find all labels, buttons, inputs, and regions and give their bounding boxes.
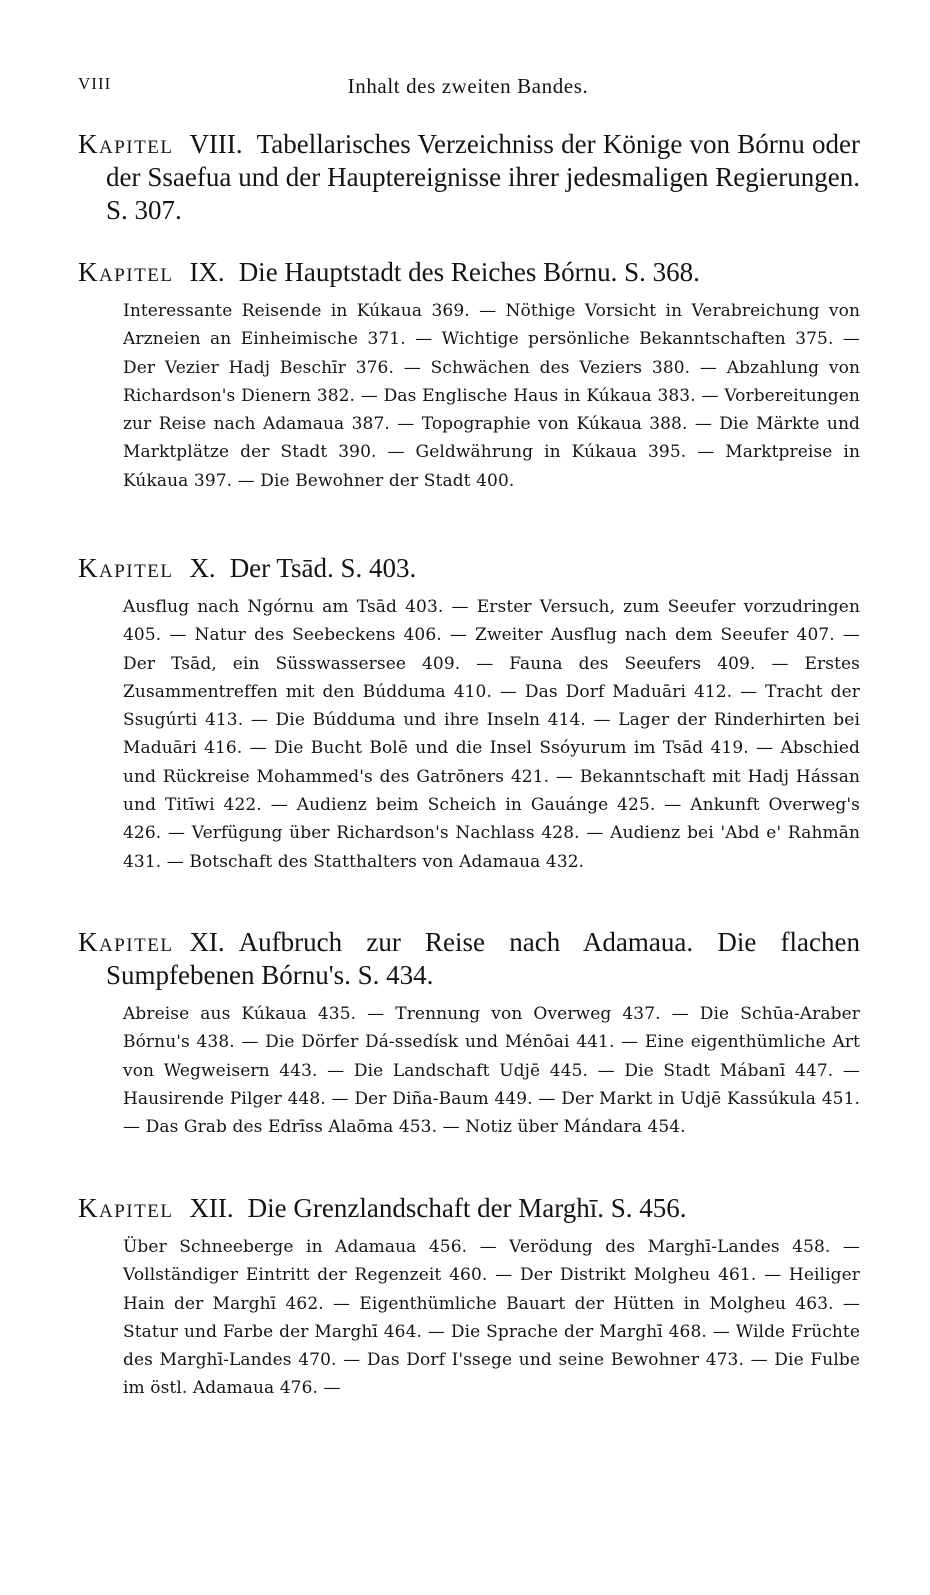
chapter-heading — [78, 128, 860, 227]
chapter-title: Der Tsād. S. 403. — [229, 553, 417, 583]
chapter-ix — [78, 256, 860, 495]
chapter-summary: Ausflug nach Ngórnu am Tsād 403. — Erster Versuch, zum Seeufer vorzudringen 405. — Natur des Seebeckens 406. — Zweiter Ausflug nach dem Seeufer 407. — Der Tsād, ein Süsswassersee 409. — Fauna des Seeufers 409. — Erstes Zusammentreffen mit den Búdduma 410. — Das Dorf Maduāri 412. — Tracht der Ssugúrti 413. — Die Búdduma und ihre Inseln 414. — Lager der Rinderhirten bei Maduāri 416. — Die Bucht Bolē und die Insel Ssóyurum im Tsād 419. — Abschied und Rückreise Mohammed's des Gatrōners 421. — Bekanntschaft mit Hadj Hássan und Titīwi 422. — Audienz beim Scheich in Gauánge 425. — Ankunft Overweg's 426. — Verfügung über Richardson's Nachlass 428. — Audienz bei 'Abd e' Rahmān 431. — Botschaft des Statthalters von Adamaua 432. — [123, 597, 860, 872]
chapter-heading — [78, 552, 860, 585]
chapter-label: Kapitel — [78, 553, 174, 583]
page-number: VIII — [78, 74, 112, 93]
chapter-xii — [78, 1192, 860, 1403]
chapter-label: Kapitel — [78, 129, 174, 159]
chapter-heading — [78, 1192, 860, 1225]
chapter-x — [78, 552, 860, 876]
chapter-number: IX. — [189, 257, 225, 287]
chapter-label: Kapitel — [78, 257, 174, 287]
chapter-number: XI. — [189, 927, 225, 957]
chapter-title: Die Hauptstadt des Reiches Bórnu. S. 368. — [238, 257, 700, 287]
chapter-summary: Abreise aus Kúkaua 435. — Trennung von Overweg 437. — Die Schūa-Araber Bórnu's 438. — Die Dörfer Dá-ssedísk und Ménōai 441. — Eine eigenthümliche Art von Wegweisern 443. — Die Landschaft Udjē 445. — Die Stadt Mábanī 447. — Hausirende Pilger 448. — Der Diña-Baum 449. — Der Markt in Udjē Kassúkula 451. — Das Grab des Edrīss Alaōma 453. — Notiz über Mándara 454. — [123, 1004, 860, 1138]
chapter-title: Aufbruch zur Reise nach Adamaua. Die flachen Sumpfebenen Bórnu's. S. 434. — [106, 927, 860, 990]
chapter-number: X. — [189, 553, 216, 583]
chapter-number: VIII. — [189, 129, 243, 159]
chapter-title: Tabellarisches Verzeichniss der Könige von Bórnu oder der Ssaefua und der Hauptereignisse ihrer jedesmaligen Regierungen. S. 307. — [106, 129, 860, 225]
chapter-heading — [78, 256, 860, 289]
chapter-summary: Über Schneeberge in Adamaua 456. — Verödung des Marghī-Landes 458. — Vollständiger Eintritt der Regenzeit 460. — Der Distrikt Molgheu 461. — Heiliger Hain der Marghī 462. — Eigenthümliche Bauart der Hütten in Molgheu 463. — Statur und Farbe der Marghī 464. — Die Sprache der Marghī 468. — Wilde Früchte des Marghī-Landes 470. — Das Dorf I'ssege und seine Bewohner 473. — Die Fulbe im östl. Adamaua 476. — — [123, 1237, 860, 1399]
chapter-number: XII. — [189, 1193, 234, 1223]
chapter-label: Kapitel — [78, 1193, 174, 1223]
chapter-summary: Interessante Reisende in Kúkaua 369. — Nöthige Vorsicht in Verabreichung von Arzneien an Einheimische 371. — Wichtige persönliche Bekanntschaften 375. — Der Vezier Hadj Beschīr 376. — Schwächen des Veziers 380. — Abzahlung von Richardson's Dienern 382. — Das Englische Haus in Kúkaua 383. — Vorbereitungen zur Reise nach Adamaua 387. — Topographie von Kúkaua 388. — Die Märkte und Marktplätze der Stadt 390. — Geldwährung in Kúkaua 395. — Marktpreise in Kúkaua 397. — Die Bewohner der Stadt 400. — [123, 301, 860, 491]
chapter-viii — [78, 128, 860, 227]
running-title: Inhalt des zweiten Bandes. — [347, 74, 589, 98]
running-header — [78, 74, 858, 104]
chapter-xi — [78, 926, 860, 1141]
chapter-title: Die Grenzlandschaft der Marghī. S. 456. — [247, 1193, 687, 1223]
chapter-label: Kapitel — [78, 927, 174, 957]
chapter-heading — [78, 926, 860, 992]
